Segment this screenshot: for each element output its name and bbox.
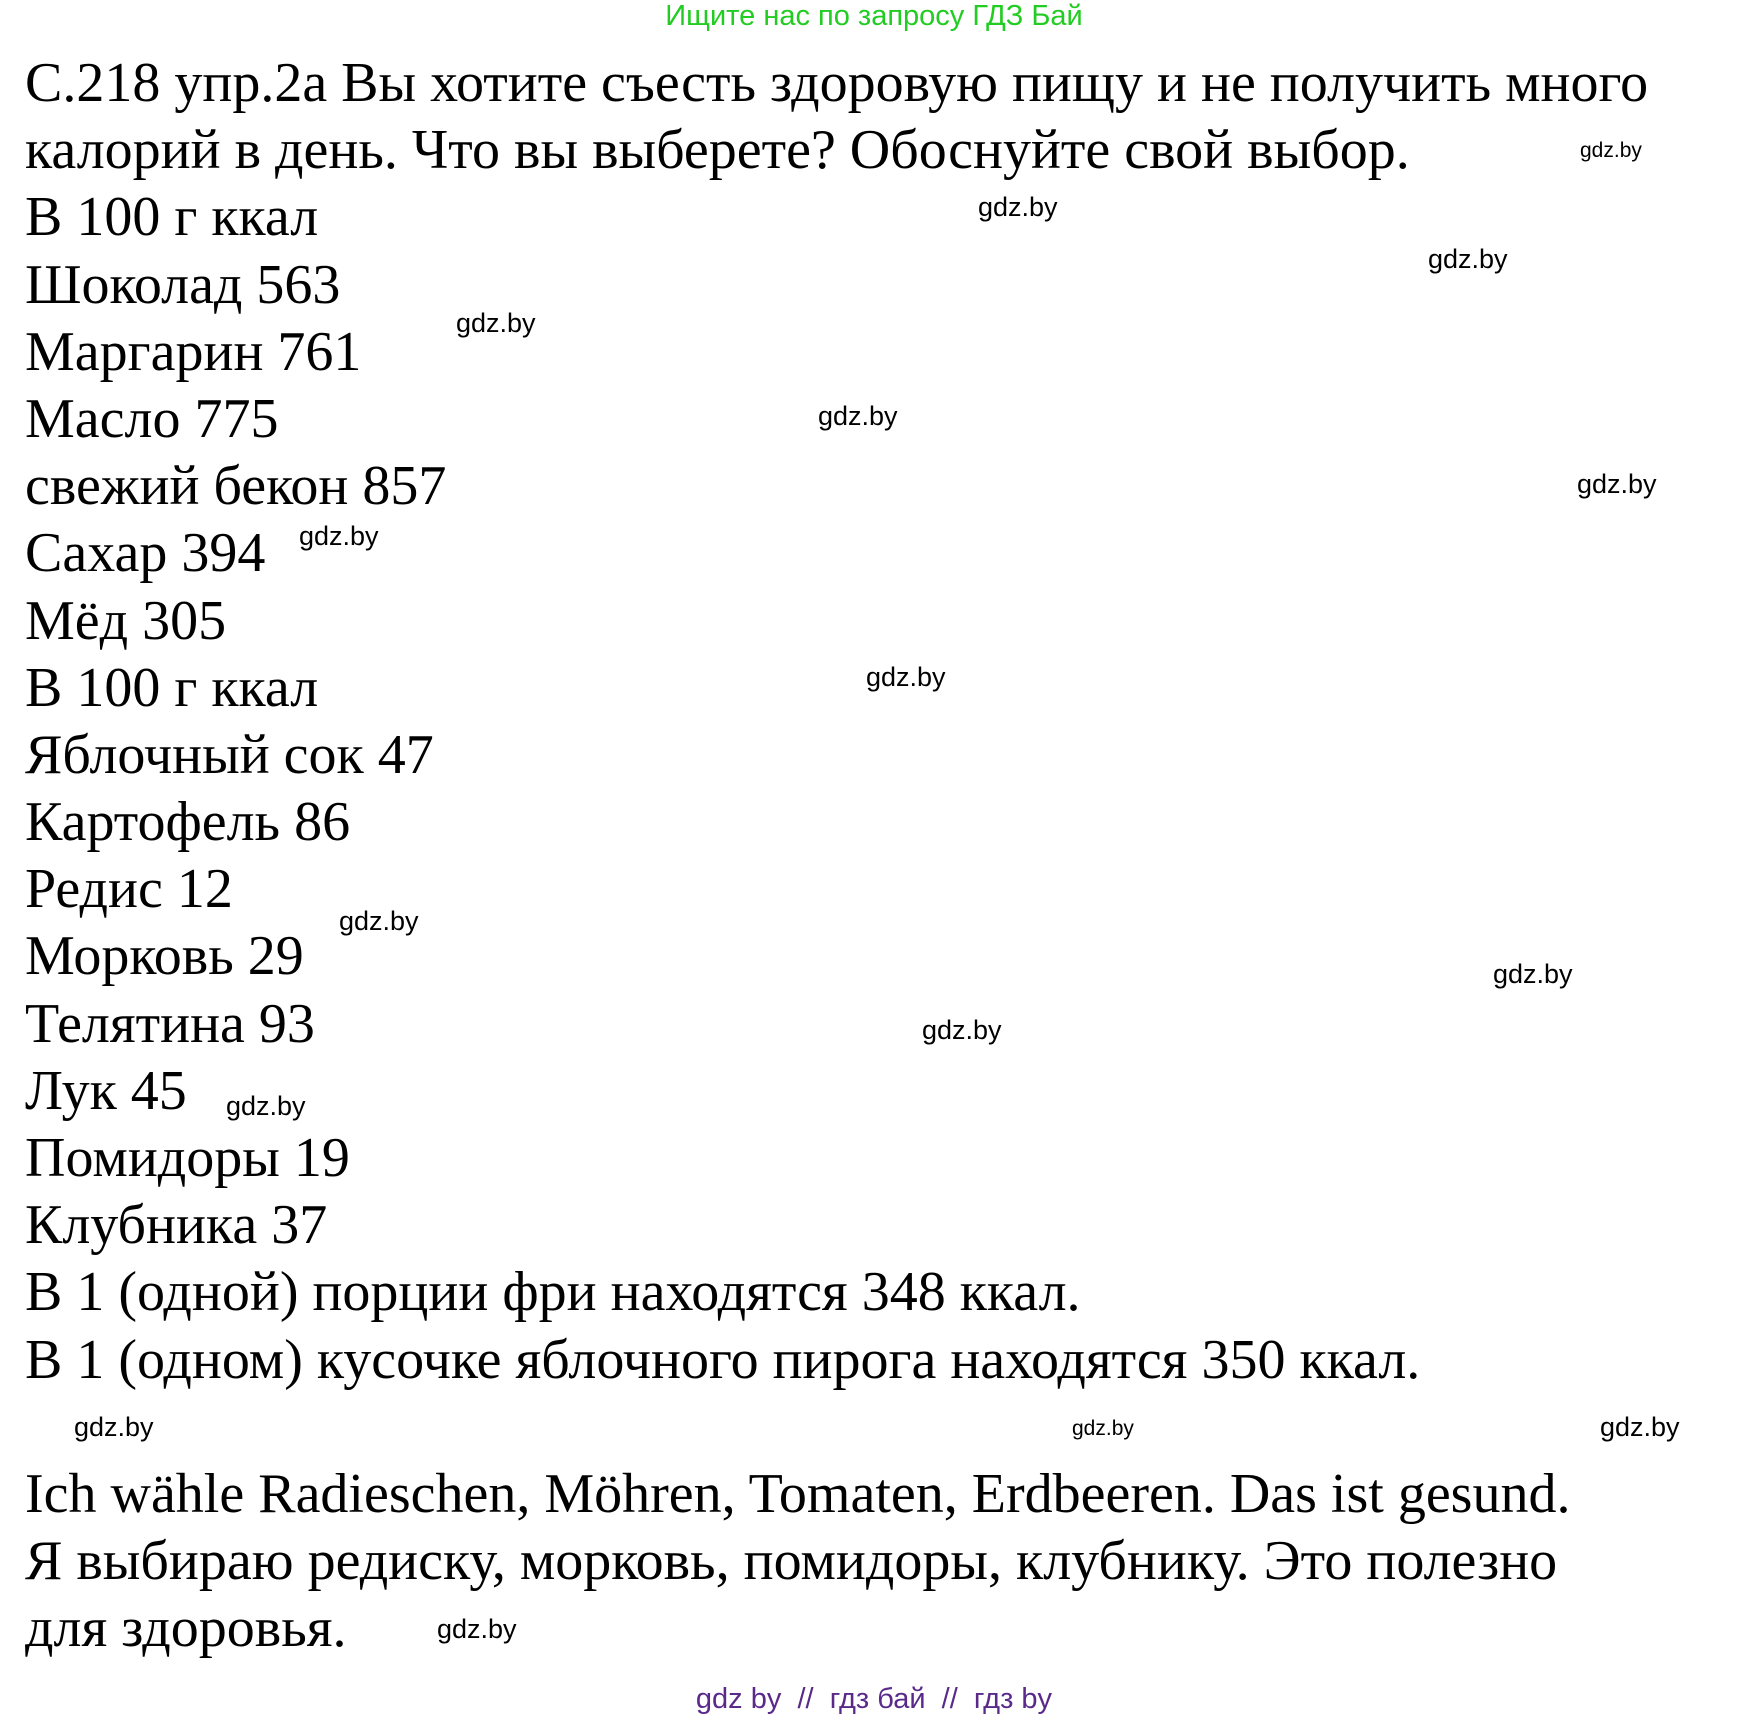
text-line: Картофель 86 [25, 791, 351, 854]
watermark: gdz.by [456, 308, 536, 338]
text-line: Мёд 305 [25, 589, 227, 652]
text-line: Лук 45 [25, 1059, 187, 1122]
watermark: gdz.by [866, 662, 946, 692]
watermark: gdz.by [226, 1091, 306, 1121]
text-line: В 100 г ккал [25, 656, 319, 719]
watermark: gdz.by [437, 1614, 517, 1644]
text-line: Маргарин 761 [25, 320, 362, 383]
text-line: Клубника 37 [25, 1194, 328, 1257]
text-line: В 1 (одном) кусочке яблочного пирога находятся 350 ккал. [25, 1328, 1421, 1391]
watermark: gdz.by [1493, 959, 1573, 989]
text-line: для здоровья. [25, 1597, 347, 1660]
text-line: Ich wähle Radieschen, Möhren, Tomaten, Erdbeeren. Das ist gesund. [25, 1462, 1571, 1525]
text-line: Телятина 93 [25, 992, 315, 1055]
promo-header: Ищите нас по запросу ГДЗ Бай [665, 0, 1083, 32]
watermark: gdz.by [1600, 1412, 1680, 1442]
text-line: В 100 г ккал [25, 186, 319, 249]
text-line: Сахар 394 [25, 522, 266, 585]
footer-text: gdz by // гдз бай // гдз by [695, 1683, 1053, 1715]
watermark: gdz.by [339, 906, 419, 936]
watermark: gdz.by [1580, 139, 1642, 162]
text-line: В 1 (одной) порции фри находятся 348 ккал. [25, 1261, 1081, 1324]
watermark: gdz.by [1072, 1417, 1134, 1440]
watermark: gdz.by [299, 521, 379, 551]
text-line: Морковь 29 [25, 925, 304, 988]
watermark: gdz.by [922, 1015, 1002, 1045]
text-line: свежий бекон 857 [25, 455, 447, 518]
text-line: Помидоры 19 [25, 1127, 350, 1189]
text-line: Масло 775 [25, 387, 279, 450]
watermark: gdz.by [74, 1412, 154, 1442]
text-line: Шоколад 563 [25, 253, 341, 316]
watermark: gdz.by [1577, 469, 1657, 499]
text-line: Я выбираю редиску, морковь, помидоры, клубнику. Это полезно [25, 1530, 1558, 1593]
watermark: gdz.by [818, 401, 898, 431]
site-footer [0, 1683, 1748, 1715]
exercise-text [25, 50, 1648, 1663]
text-line: С.218 упр.2а Вы хотите съесть здоровую пищу и не получить много [25, 52, 1649, 114]
watermark: gdz.by [1428, 244, 1508, 274]
text-line: Редис 12 [25, 858, 233, 921]
text-line: Яблочный сок 47 [25, 723, 434, 786]
watermark: gdz.by [978, 192, 1058, 222]
text-line: калорий в день. Что вы выберете? Обоснуйте свой выбор. [25, 119, 1410, 182]
